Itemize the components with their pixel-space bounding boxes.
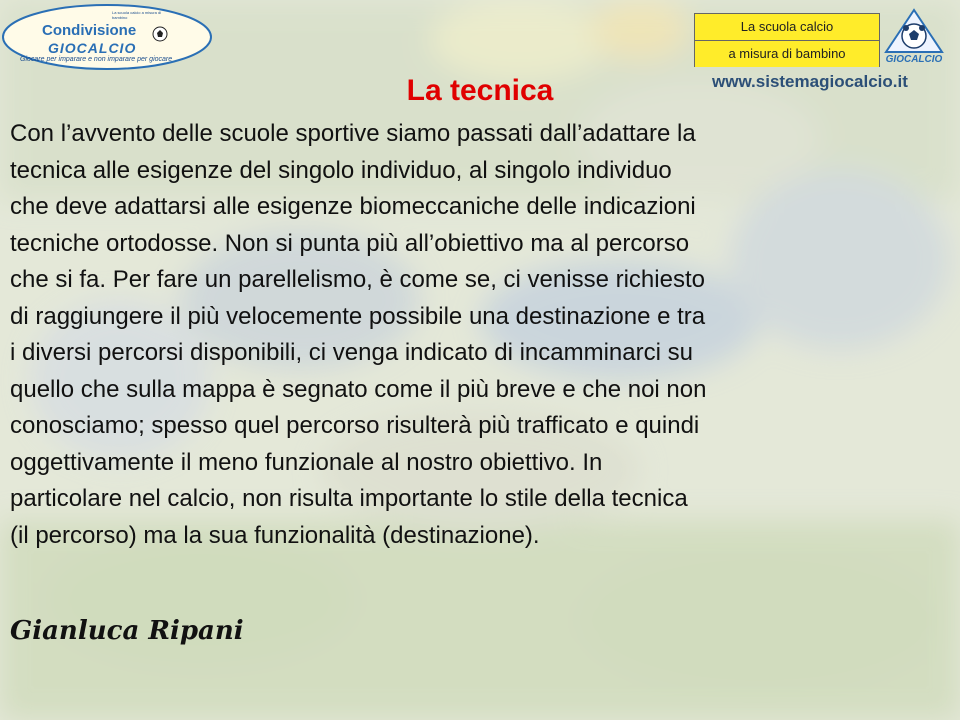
- body-line: i diversi percorsi disponibili, ci venga indicato di incamminarci su: [10, 339, 693, 366]
- logo-small-caption: La scuola calcio a misura di bambino: [112, 10, 162, 20]
- body-line: tecnica alle esigenze del singolo individuo, al singolo individuo: [10, 156, 672, 184]
- body-line: che si fa. Per fare un parellelismo, è come se, ci venisse richiesto: [10, 266, 705, 293]
- logo-brand: GIOCALCIO: [48, 40, 137, 56]
- body-line: di raggiungere il più velocemente possibile una destinazione e tra: [10, 302, 706, 330]
- giocalcio-ball-logo: [882, 8, 946, 68]
- body-line: Con l’avvento delle scuole sportive siamo passati dall’adattare la: [10, 120, 696, 147]
- body-line: tecniche ortodosse. Non si punta più all’obiettivo ma al percorso: [10, 229, 690, 257]
- right-logo-label: GIOCALCIO: [885, 54, 943, 65]
- website-url: www.sistemagiocalcio.it: [712, 72, 908, 91]
- body-line: conosciamo; spesso quel percorso risulterà più trafficato e quindi: [10, 412, 700, 439]
- tagline-box: [694, 13, 880, 67]
- body-line: quello che sulla mappa è segnato come il più breve e che noi non: [10, 375, 707, 403]
- logo-title: Condivisione: [42, 22, 137, 39]
- tagline-top: La scuola calcio: [695, 14, 879, 40]
- body-line: che deve adattarsi alle esigenze biomeccaniche delle indicazioni: [10, 193, 696, 220]
- slide-title: La tecnica: [406, 74, 554, 107]
- logo-motto: Giocare per imparare e non imparare per giocare: [20, 56, 173, 63]
- slide-body: [10, 116, 952, 554]
- body-line: particolare nel calcio, non risulta importante lo stile della tecnica: [10, 485, 688, 512]
- condivisione-giocalcio-logo: [0, 2, 214, 72]
- body-line: oggettivamente il meno funzionale al nostro obiettivo. In: [10, 448, 603, 476]
- author-signature: Gianluca Ripani: [10, 616, 244, 646]
- body-line: (il percorso) ma la sua funzionalità (destinazione).: [10, 521, 540, 549]
- tagline-bottom: a misura di bambino: [695, 40, 879, 67]
